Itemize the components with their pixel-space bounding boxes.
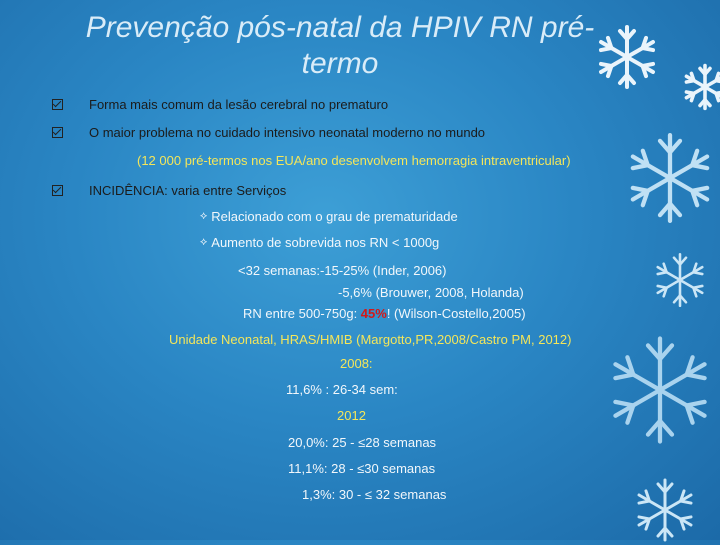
snowflake-icon: [600, 330, 720, 450]
sub-bullet: [200, 209, 458, 224]
stat-line: 20,0%: 25 - ≤28 semanas: [288, 435, 437, 450]
bullet-item: [52, 125, 485, 140]
stat-line: 1,3%: 30 - ≤ 32 semanas: [302, 487, 447, 502]
bullet-note: (12 000 pré-termos nos EUA/ano desenvolvem hemorragia intraventricular): [137, 153, 571, 168]
stat-line: -5,6% (Brouwer, 2008, Holanda): [338, 285, 524, 300]
year-label: 2012: [337, 408, 366, 423]
sub-bullet: [200, 235, 439, 250]
bullet-item: [52, 97, 388, 112]
bullet-text: INCIDÊNCIA: varia entre Serviços: [89, 183, 287, 198]
stat-line: 11,1%: 28 - ≤30 semanas: [288, 461, 436, 476]
checkbox-bullet-icon: [52, 99, 63, 110]
stat-highlight: 45%: [360, 306, 387, 321]
stat-text: RN entre 500-750g:: [243, 306, 361, 321]
year-label: 2008:: [340, 356, 373, 371]
title-line-2: termo: [301, 47, 379, 80]
snowflake-icon: [620, 128, 720, 228]
sub-bullet-icon: ⟡: [200, 236, 208, 248]
stat-line: <32 semanas:-15-25% (Inder, 2006): [238, 263, 447, 278]
sub-bullet-icon: ⟡: [200, 210, 208, 222]
stat-line: [243, 306, 526, 321]
sub-bullet-text: Relacionado com o grau de prematuridade: [211, 209, 458, 224]
bullet-item: [52, 183, 286, 198]
bullet-text: O maior problema no cuidado intensivo neonatal moderno no mundo: [89, 125, 486, 140]
snowflake-icon: [680, 62, 720, 112]
snowflake-icon: [650, 250, 710, 310]
title-line-1: Prevenção pós-natal da HPIV RN pré-: [85, 11, 595, 44]
snowflake-icon: [630, 475, 700, 545]
bullet-text: Forma mais comum da lesão cerebral no prematuro: [89, 97, 389, 112]
stat-text: ! (Wilson-Costello,2005): [386, 306, 526, 321]
sub-bullet-text: Aumento de sobrevida nos RN < 1000g: [211, 235, 440, 250]
stat-line: 11,6% : 26-34 sem:: [286, 382, 398, 397]
unit-line: Unidade Neonatal, HRAS/HMIB (Margotto,PR,2008/Castro PM, 2012): [169, 332, 572, 347]
checkbox-bullet-icon: [52, 185, 63, 196]
slide-title: [40, 10, 640, 82]
checkbox-bullet-icon: [52, 127, 63, 138]
